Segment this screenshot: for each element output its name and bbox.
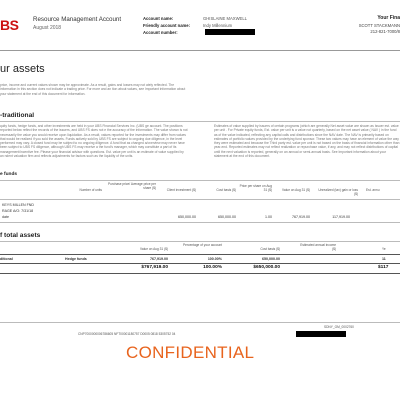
nontraditional-text-right: Estimates of value supplied by issuers of certain programs (which are generally Net asset value are shown as Issuer est. value per unit . For Private equity funds, Est. value per unit is a value not quarterly, based on the net asset value ( NAV ) in the fund as of the value indicated, reflecting any capital calls and distributions since the NAV date. The NAV is primarily based on estimates of portfolio values provided by the underlying fund sponsor. These two values may have an element of value the way they were estimated and because the Third party est. value per unit is not based on the basis of financial information other than year-end. Reported estimates may not reflect realization or repurchase value, if any, and may not reflect distributions of capital until the next valuation is reported, generally on an annual or semi-annual basis. See Important information about your statement at the end of this document. xyxy=(214,124,400,159)
divider xyxy=(0,254,400,255)
column-header: Purchase price/ Average price per share ($) xyxy=(108,182,156,190)
divider xyxy=(0,222,400,223)
fund-detail: date xyxy=(2,215,9,219)
total-percentage: 100.00% xyxy=(203,265,222,270)
nontraditional-heading: -traditional xyxy=(0,112,35,119)
column-header: Value on Aug 31 ($) xyxy=(140,247,168,251)
fund-name: KEYS MILLEN FND xyxy=(2,203,34,207)
column-header: Cost basis ($) xyxy=(216,188,236,192)
unrealized-gain-cell: 117,919.00 xyxy=(332,215,350,219)
total-value: $767,919.00 xyxy=(141,265,168,270)
column-header: Est. annu xyxy=(366,188,380,192)
confidential-stamp: CONFIDENTIAL xyxy=(126,343,255,362)
divider xyxy=(0,263,400,264)
price-per-share-cell: 1.00 xyxy=(265,215,272,219)
nontraditional-text-left: quity funds, hedge funds, and other investments are held in your UBS Financial Services Inc. (UBS ge account. The positions reported below reflect the records of the issuers, and UBS FS does not e the accuracy of the information. The value shown is not necessarily the value you would receive upon liquidation. As a result, values reported for the investments may differ from values that would be realized if you sold the assets. Funds actively sold by UBS FS are subject to ongoing due diligence, in the level performed may vary. A closed fund may be subject to no ongoing diligence. A fund that as changed a/overview may never have been subject to UBS FS diligence, although UBS FS may receive a the fund's manager, which may constitute a part of its management/incentive fee. Please your financial advisor with questions. Est. value per unit is an estimate of value supplied by an ndent valuation firm and reflects adjustments for factors such as the liquidity of the units. xyxy=(0,124,188,159)
client-investment-cell: 650,000.00 xyxy=(178,215,196,219)
statement-title: Resource Management Account xyxy=(33,16,122,23)
account-name-value: GHISLAINE MAXWELL xyxy=(203,16,247,21)
header-divider xyxy=(0,50,400,51)
section-heading: ur assets xyxy=(0,63,45,75)
statement-date: August 2018 xyxy=(33,25,62,31)
value-cell: 767,919.00 xyxy=(292,215,310,219)
value-cell: 767,919.00 xyxy=(150,257,168,261)
total-assets-heading: f total assets xyxy=(0,232,41,239)
column-header: Cost basis ($) xyxy=(260,247,280,251)
redaction-bar xyxy=(205,29,255,35)
asset-subcategory: Hedge funds xyxy=(65,257,87,261)
account-name-label: Account name: xyxy=(143,16,174,21)
column-header: Percentage of your account xyxy=(183,243,222,247)
divider xyxy=(0,199,400,200)
barcode-text: CNP7000000006786605 NFT00001180757 D0005 0818 5305752 04 xyxy=(78,332,176,336)
column-header: Estimated annual income ($) xyxy=(300,243,336,251)
truncated-cell: 11 xyxy=(382,257,386,261)
advisor-name: SCOTT STACKMANN xyxy=(358,23,400,28)
column-header: Value on Aug 31 ($) xyxy=(282,188,310,192)
friendly-name-value: Indy Millennium xyxy=(203,23,233,28)
truncated-total: $117 xyxy=(378,265,389,270)
divider xyxy=(0,241,400,242)
total-cost-basis: $650,000.00 xyxy=(253,265,280,270)
ubs-logo: BS xyxy=(0,17,19,33)
column-header: Number of units xyxy=(79,188,102,192)
percentage-cell: 100.00% xyxy=(207,257,222,261)
bates-number: SDNY_GM_0002760 xyxy=(324,325,354,329)
asset-category: ditional xyxy=(0,257,13,261)
divider xyxy=(0,121,400,122)
advisor-phone: 212-821-7000/8 xyxy=(370,29,400,34)
section-intro: price, income and current values shown may be approximate. As a result, gains and losses may not ately reflected. The information in this section does not indicate a trading price. For more and an tion about values, see Important information about your statement at the end of this document for information. xyxy=(0,83,186,96)
redaction-bar xyxy=(296,331,346,337)
divider xyxy=(0,180,400,181)
account-number-label: Account number: xyxy=(143,30,178,35)
footer-divider xyxy=(0,322,400,323)
friendly-name-label: Friendly account name: xyxy=(143,23,191,28)
column-header: Unrealized (tax) gain or loss ($) xyxy=(318,188,358,196)
advisor-heading: Your Fina xyxy=(377,15,400,21)
cost-basis-cell: 650,000.00 xyxy=(262,257,280,261)
hedge-funds-heading: e funds xyxy=(0,172,18,177)
column-header: Ye xyxy=(382,247,386,251)
column-header: Client investment ($) xyxy=(166,188,196,192)
cost-basis-cell: 650,000.00 xyxy=(218,215,236,219)
column-header: Price per share on Aug 31 ($) xyxy=(239,184,272,192)
fund-detail: RAGE A/O: 7/31/18 xyxy=(2,209,34,213)
divider xyxy=(0,273,400,274)
